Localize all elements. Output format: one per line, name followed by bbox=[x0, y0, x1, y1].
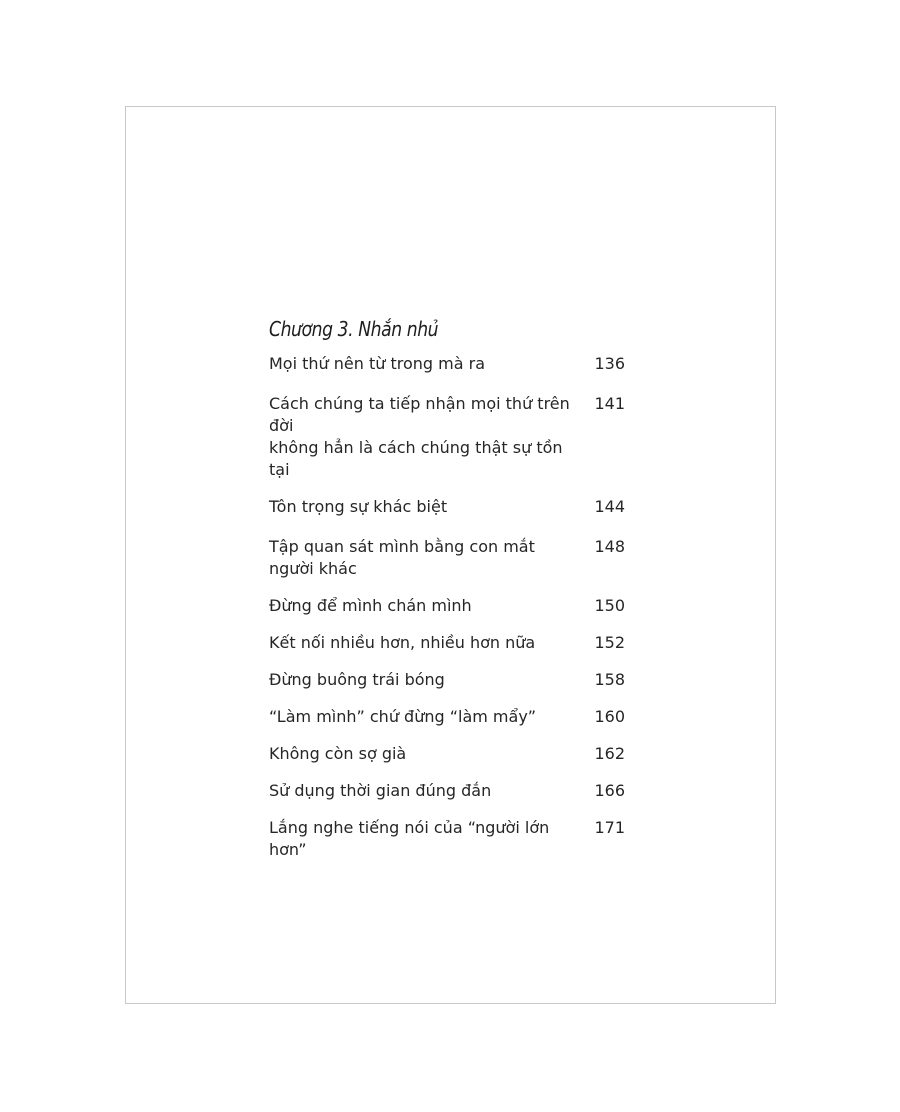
toc-entry-page: 136 bbox=[594, 354, 625, 373]
toc-entry bbox=[269, 393, 625, 481]
toc-entry bbox=[269, 780, 625, 802]
chapter-title: Chương 3. Nhắn nhủ bbox=[269, 317, 439, 341]
toc-entry-title: Đừng để mình chán mình bbox=[269, 596, 472, 615]
toc-entry bbox=[269, 353, 625, 375]
book-page bbox=[125, 106, 776, 1004]
toc-entry-title: Tôn trọng sự khác biệt bbox=[269, 497, 448, 516]
toc-entry-page: 162 bbox=[594, 744, 625, 763]
toc-entry-page: 152 bbox=[594, 633, 625, 652]
toc-entry bbox=[269, 669, 625, 691]
toc-entry bbox=[269, 706, 625, 728]
toc-entry-title: Mọi thứ nên từ trong mà ra bbox=[269, 354, 486, 373]
toc-entry bbox=[269, 536, 625, 580]
toc-entry-page: 160 bbox=[594, 707, 625, 726]
toc-entry-title: Kết nối nhiều hơn, nhiều hơn nữa bbox=[269, 633, 536, 652]
toc-entry-title: Sử dụng thời gian đúng đắn bbox=[269, 781, 492, 800]
toc-entry-page: 141 bbox=[594, 394, 625, 413]
toc-entry-title: Cách chúng ta tiếp nhận mọi thứ trên đời không hẳn là cách chúng thật sự tồn tại bbox=[269, 394, 570, 479]
toc-entry-page: 166 bbox=[594, 781, 625, 800]
toc-entry-page: 150 bbox=[594, 596, 625, 615]
toc-entry-page: 171 bbox=[594, 818, 625, 837]
toc-entry-title: Không còn sợ già bbox=[269, 744, 407, 763]
toc-entry-page: 158 bbox=[594, 670, 625, 689]
table-of-contents bbox=[269, 315, 625, 861]
toc-entry-title: Đừng buông trái bóng bbox=[269, 670, 445, 689]
toc-entry bbox=[269, 632, 625, 654]
toc-entry-title: “Làm mình” chứ đừng “làm mẩy” bbox=[269, 707, 537, 726]
toc-entry bbox=[269, 743, 625, 765]
toc-entry bbox=[269, 817, 625, 861]
toc-entry-title: Tập quan sát mình bằng con mắt người khác bbox=[269, 537, 535, 578]
toc-entry-title: Lắng nghe tiếng nói của “người lớn hơn” bbox=[269, 818, 550, 859]
toc-entry bbox=[269, 496, 625, 518]
toc-entry-page: 148 bbox=[594, 537, 625, 556]
toc-entry bbox=[269, 595, 625, 617]
toc-entry-page: 144 bbox=[594, 497, 625, 516]
